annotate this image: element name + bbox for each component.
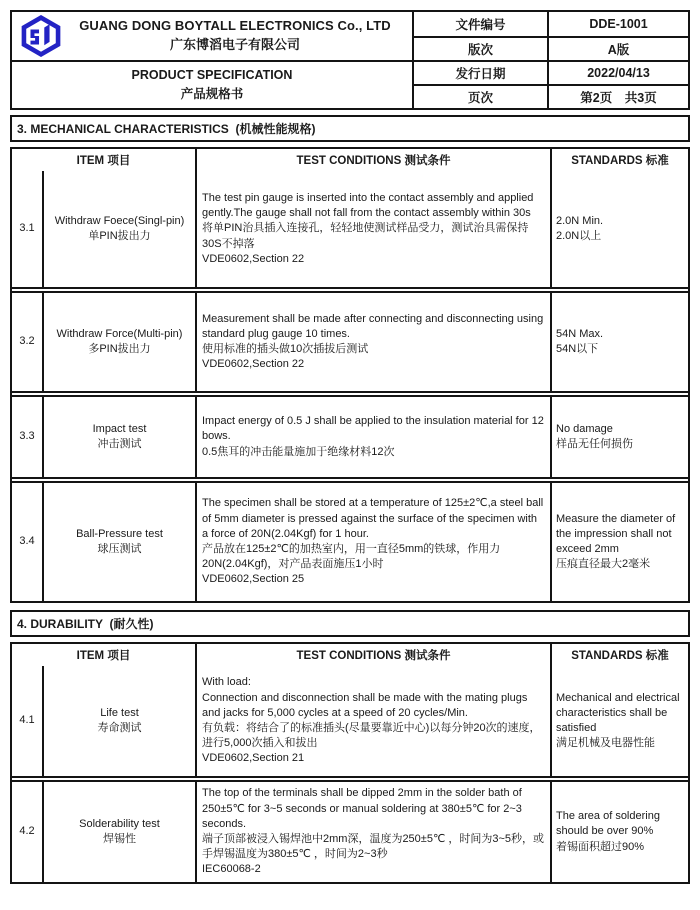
item-name-en: Ball-Pressure test (76, 527, 163, 540)
standard-line: The area of soldering should be over 90% (556, 810, 660, 838)
revision-label: 版次 (412, 36, 547, 60)
test-conditions (195, 666, 550, 776)
file-number-label: 文件编号 (412, 12, 547, 36)
section-3-table (10, 147, 690, 603)
table-header-row (12, 644, 688, 666)
item-name (42, 397, 195, 477)
test-conditions (195, 397, 550, 477)
standard-line: 2.0N以上 (556, 230, 602, 242)
table-row (12, 776, 688, 882)
standard-line: 着锡面积超过90% (556, 840, 645, 853)
col-header-conditions: TEST CONDITIONS 测试条件 (195, 149, 550, 171)
standard-line: 2.0N Min. (556, 214, 604, 227)
section-4-title: 4. DURABILITY (耐久性) (10, 610, 690, 637)
standards-cell (550, 666, 688, 776)
spec-title-cn: 产品规格书 (180, 87, 244, 101)
file-number-value: DDE-1001 (547, 12, 688, 36)
standards-cell (550, 397, 688, 477)
standards-cell (550, 483, 688, 601)
condition-line: 0.5焦耳的冲击能量施加于绝缘材料12次 (202, 445, 395, 458)
item-name-cn: 焊锡性 (103, 833, 136, 845)
item-number: 3.4 (19, 535, 35, 548)
item-name (42, 666, 195, 776)
test-conditions (195, 782, 550, 882)
item-number: 3.3 (19, 430, 35, 443)
table-row (12, 477, 688, 601)
table-row (12, 666, 688, 776)
standard-line: 54N以下 (556, 343, 599, 355)
company-logo (18, 15, 64, 57)
table-row (12, 171, 688, 287)
item-name (42, 171, 195, 287)
condition-line: 将单PIN治具插入连接孔，轻轻地使测试样品受力，测试治具需保持30S不掉落 (202, 222, 529, 250)
company-name-cn: 广东博滔电子有限公司 (169, 37, 300, 52)
page-number-label: 页次 (412, 84, 547, 108)
item-number: 4.1 (19, 714, 35, 727)
condition-line: 使用标准的插头做10次插拔后测试 (202, 343, 369, 355)
condition-line: VDE0602,Section 22 (202, 252, 305, 265)
standard-line: 样品无任何损伤 (556, 438, 633, 450)
item-name-en: Withdraw Foece(Singl-pin) (54, 214, 185, 227)
col-header-item: ITEM 项目 (76, 155, 131, 167)
item-number: 4.2 (19, 825, 35, 838)
standard-line: 满足机械及电器性能 (556, 737, 655, 750)
col-header-standards: STANDARDS 标准 (550, 149, 688, 171)
revision-value: A版 (547, 36, 688, 60)
hexagon-cube-logo-icon (20, 15, 62, 57)
item-name-en: Withdraw Force(Multi-pin) (56, 327, 183, 340)
condition-line: The specimen shall be stored at a temperature of 125±2℃,a steel ball of 5mm diameter is pressed against the surface of the specimen with a force of 20N(2.04Kgf) for 1 hour. (202, 497, 544, 540)
condition-line: VDE0602,Section 25 (202, 573, 305, 586)
table-row (12, 391, 688, 477)
condition-line: 有负载：将结合了的标准插头(尽量要靠近中心)以每分钟20次的速度，进行5,000次插入和拔出 (202, 722, 541, 750)
standards-cell (550, 293, 688, 391)
section-3-title: 3. MECHANICAL CHARACTERISTICS (机械性能规格) (10, 115, 690, 142)
test-conditions (195, 293, 550, 391)
standard-line: Mechanical and electrical characteristics shall be satisfied (556, 691, 680, 734)
company-block (12, 12, 412, 60)
item-name-cn: 寿命测试 (97, 722, 142, 734)
item-name-cn: 多PIN拔出力 (88, 343, 151, 355)
standards-cell (550, 782, 688, 882)
col-header-conditions: TEST CONDITIONS 测试条件 (195, 644, 550, 666)
condition-line: Connection and disconnection shall be made with the mating plugs and jacks for 5,000 cycles at a speed of 20 cycles/Min. (202, 691, 528, 719)
company-names (64, 17, 406, 55)
test-conditions (195, 483, 550, 601)
test-conditions (195, 171, 550, 287)
standard-line: No damage (556, 422, 613, 435)
item-name (42, 483, 195, 601)
document-header (10, 10, 690, 110)
col-header-standards: STANDARDS 标准 (550, 644, 688, 666)
table-row (12, 287, 688, 391)
standards-cell (550, 171, 688, 287)
condition-line: VDE0602,Section 21 (202, 752, 305, 765)
table-header-row (12, 149, 688, 171)
standard-line: 54N Max. (556, 327, 604, 340)
item-number: 3.2 (19, 335, 35, 348)
item-name-en: Solderability test (79, 817, 160, 830)
condition-line: 产品放在125±2℃的加热室内，用一直径5mm的铁球，作用力20N(2.04Kgf)，对产品表面施压1小时 (202, 543, 501, 571)
item-name (42, 782, 195, 882)
condition-line: The top of the terminals shall be dipped 2mm in the solder bath of 250±5℃ for 3~5 seconds or manual soldering at 380±5℃ for 2~3 seconds. (202, 787, 522, 830)
item-name-cn: 单PIN拔出力 (88, 230, 151, 242)
issue-date-value: 2022/04/13 (547, 60, 688, 84)
condition-line: IEC60068-2 (202, 863, 261, 876)
item-name-cn: 球压测试 (97, 543, 142, 555)
item-name-cn: 冲击测试 (97, 438, 142, 450)
item-number: 3.1 (19, 222, 35, 235)
spec-title-en: PRODUCT SPECIFICATION (131, 68, 293, 82)
item-name (42, 293, 195, 391)
standard-line: Measure the diameter of the impression shall not exceed 2mm (556, 512, 676, 555)
issue-date-label: 发行日期 (412, 60, 547, 84)
item-name-en: Life test (100, 706, 139, 719)
condition-line: Impact energy of 0.5 J shall be applied to the insulation material for 12 bows. (202, 415, 544, 443)
spec-title-block (12, 60, 412, 108)
condition-line: With load: (202, 676, 251, 689)
condition-line: 端子顶部被浸入锡焊池中2mm深，温度为250±5℃ ，时间为3~5秒，或手焊锡温度为380±5℃ ，时间为2~3秒 (202, 833, 545, 861)
section-4-table (10, 642, 690, 884)
condition-line: Measurement shall be made after connecting and disconnecting using standard plug gauge 10 times. (202, 312, 544, 340)
condition-line: The test pin gauge is inserted into the contact assembly and applied gently.The gauge shall not fall from the contact assembly within 30s (202, 192, 534, 220)
item-name-en: Impact test (92, 422, 147, 435)
standard-line: 压痕直径最大2毫米 (556, 558, 651, 571)
page-number-value: 第2页 共3页 (547, 84, 688, 108)
company-name-en: GUANG DONG BOYTALL ELECTRONICS Co., LTD (79, 18, 391, 34)
condition-line: VDE0602,Section 22 (202, 358, 305, 371)
col-header-item: ITEM 项目 (76, 650, 131, 662)
